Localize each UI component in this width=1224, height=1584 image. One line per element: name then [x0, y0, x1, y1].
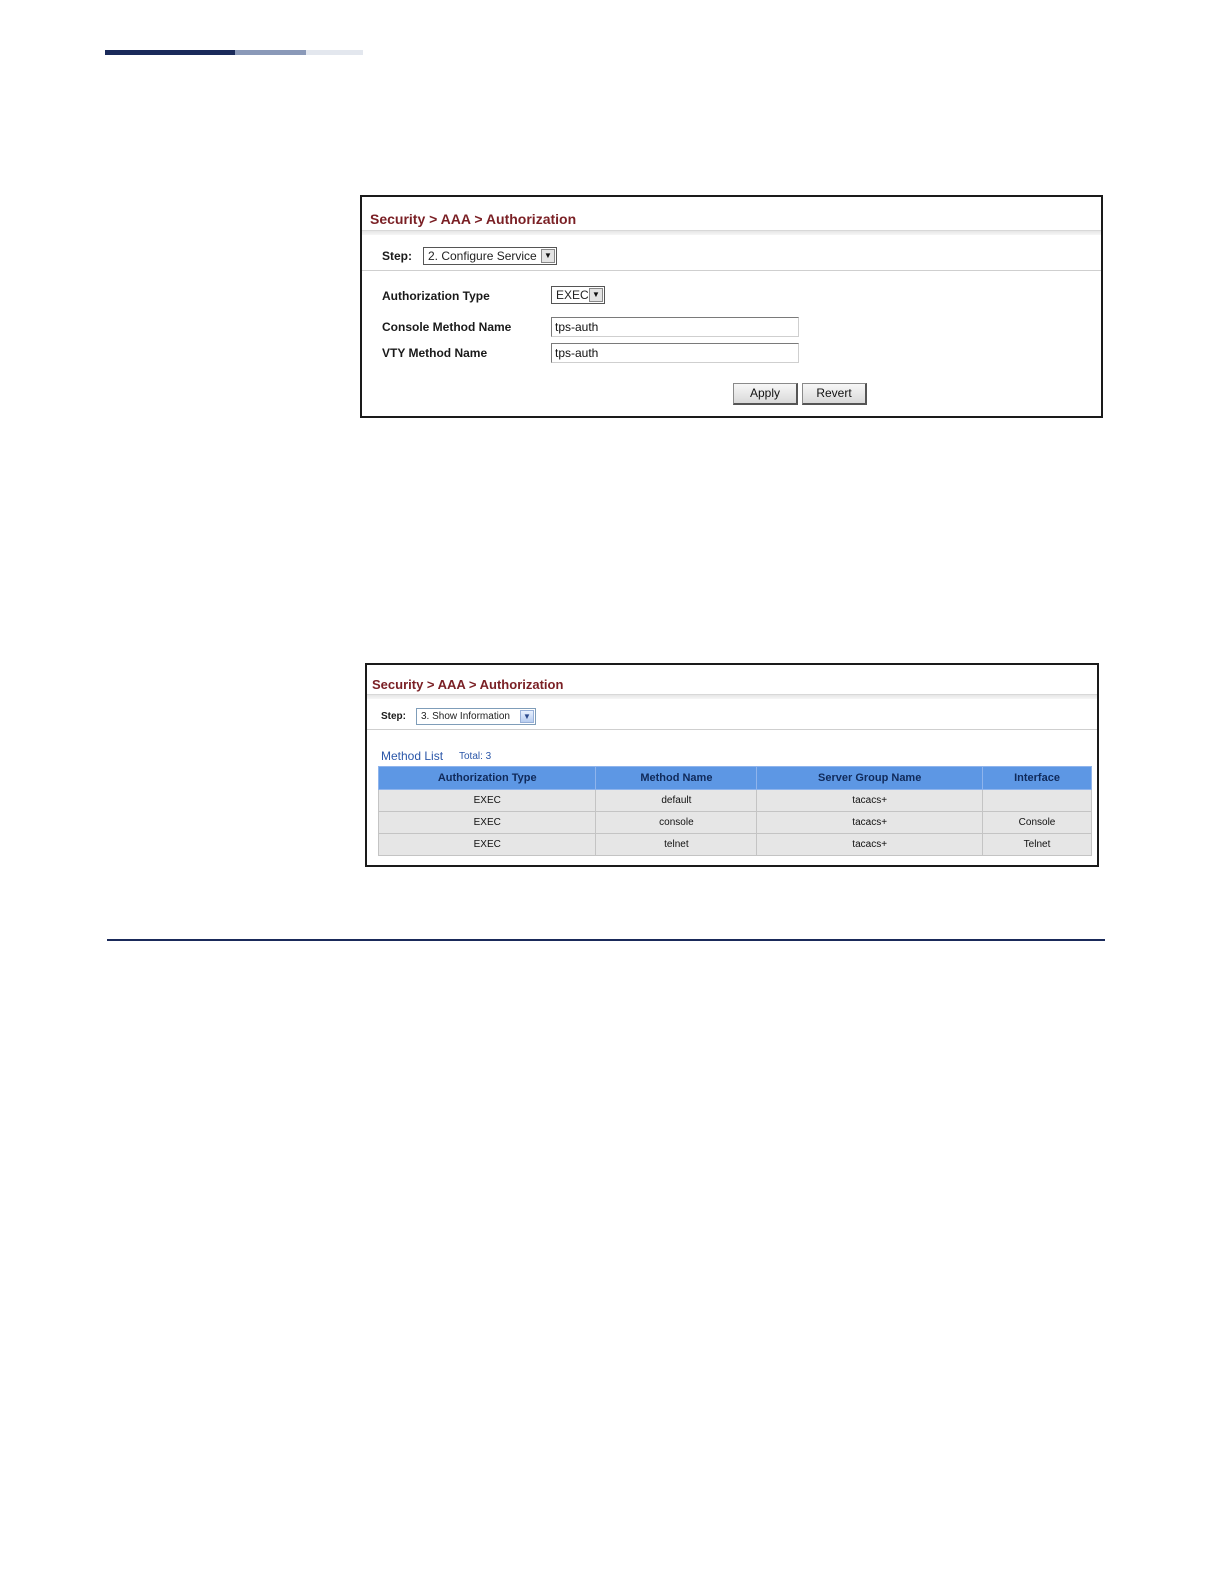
step-select-value: 3. Show Information: [421, 711, 510, 722]
step-label: Step:: [381, 711, 406, 722]
cell-server-group-name: tacacs+: [757, 834, 983, 856]
step-select[interactable]: [416, 708, 536, 725]
cell-interface: Console: [983, 812, 1092, 834]
cell-method-name: console: [596, 812, 757, 834]
column-header-authorization-type[interactable]: Authorization Type: [379, 767, 596, 790]
column-header-method-name[interactable]: Method Name: [596, 767, 757, 790]
configure-service-panel: [360, 195, 1103, 418]
header-accent-bar: [105, 50, 360, 55]
column-header-interface[interactable]: Interface: [983, 767, 1092, 790]
cell-authorization-type: EXEC: [379, 812, 596, 834]
table-row: [379, 790, 1092, 812]
step-label: Step:: [382, 249, 412, 263]
method-list-table: [378, 766, 1092, 856]
breadcrumb: Security > AAA > Authorization: [372, 677, 564, 692]
section-divider: [107, 939, 1105, 941]
chevron-down-icon[interactable]: ▼: [541, 249, 555, 263]
accent-bar-dark: [105, 50, 235, 55]
vty-method-name-label: VTY Method Name: [382, 346, 488, 360]
cell-server-group-name: tacacs+: [757, 790, 983, 812]
cell-authorization-type: EXEC: [379, 834, 596, 856]
vty-method-name-input[interactable]: tps-auth: [551, 343, 799, 363]
table-row: [379, 834, 1092, 856]
cell-server-group-name: tacacs+: [757, 812, 983, 834]
cell-interface: Telnet: [983, 834, 1092, 856]
step-divider: [367, 729, 1097, 730]
console-method-name-label: Console Method Name: [382, 320, 512, 334]
chevron-down-icon[interactable]: ▼: [589, 288, 603, 302]
breadcrumb: Security > AAA > Authorization: [370, 211, 577, 227]
method-list-total: Total: 3: [459, 751, 492, 762]
cell-method-name: default: [596, 790, 757, 812]
authorization-type-select[interactable]: [551, 286, 605, 304]
step-select[interactable]: [423, 247, 557, 265]
table-row: [379, 812, 1092, 834]
step-select-value: 2. Configure Service: [428, 249, 537, 263]
cell-method-name: telnet: [596, 834, 757, 856]
method-list-title: Method List: [381, 749, 444, 763]
apply-button[interactable]: Apply: [733, 383, 798, 405]
title-divider: [367, 694, 1097, 699]
title-divider: [362, 230, 1101, 235]
console-method-name-input[interactable]: tps-auth: [551, 317, 799, 337]
authorization-type-value: EXEC: [556, 288, 589, 302]
accent-bar-light: [306, 50, 363, 55]
revert-button[interactable]: Revert: [802, 383, 867, 405]
authorization-type-label: Authorization Type: [382, 289, 490, 303]
chevron-down-icon[interactable]: ▼: [520, 710, 534, 723]
step-divider: [362, 270, 1101, 271]
cell-interface: [983, 790, 1092, 812]
show-information-panel: [365, 663, 1099, 867]
column-header-server-group-name[interactable]: Server Group Name: [757, 767, 983, 790]
accent-bar-mid: [235, 50, 306, 55]
cell-authorization-type: EXEC: [379, 790, 596, 812]
table-header-row: [379, 767, 1092, 790]
